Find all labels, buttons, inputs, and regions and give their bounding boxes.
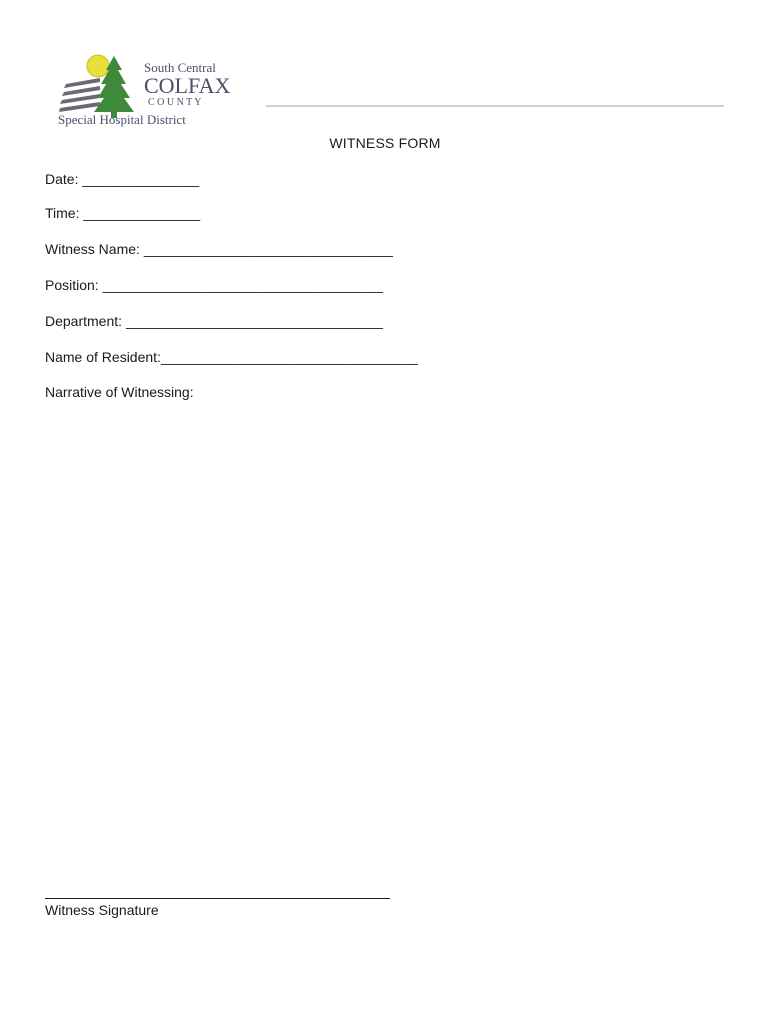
department-label: Department: — [45, 313, 123, 329]
time-label: Time: — [45, 205, 80, 221]
signature-line[interactable] — [45, 898, 390, 899]
logo-graphic — [56, 50, 276, 130]
witness-name-field[interactable] — [45, 241, 393, 257]
date-label: Date: — [45, 171, 79, 187]
district-logo — [56, 50, 276, 130]
header-divider — [266, 105, 724, 107]
narrative-label: Narrative of Witnessing: — [45, 384, 194, 400]
stripes-icon — [59, 78, 100, 112]
signature-label: Witness Signature — [45, 902, 159, 918]
date-blank[interactable]: _______________ — [82, 171, 200, 187]
witness-name-label: Witness Name: — [45, 241, 140, 257]
position-blank[interactable]: ____________________________________ — [102, 277, 383, 293]
position-label: Position: — [45, 277, 99, 293]
position-field[interactable] — [45, 277, 383, 293]
time-field[interactable] — [45, 205, 200, 221]
resident-name-blank[interactable]: _________________________________ — [160, 349, 418, 365]
time-blank[interactable]: _______________ — [83, 205, 201, 221]
resident-name-field[interactable] — [45, 349, 418, 365]
page-title: WITNESS FORM — [329, 135, 441, 151]
logo-line-1: South Central — [144, 60, 216, 75]
witness-name-blank[interactable]: ________________________________ — [143, 241, 393, 257]
logo-line-4: Special Hospital District — [58, 112, 186, 127]
logo-line-3: C O U N T Y — [148, 97, 202, 108]
sun-icon — [87, 55, 109, 77]
date-field[interactable] — [45, 171, 199, 187]
department-field[interactable] — [45, 313, 383, 329]
resident-name-label: Name of Resident: — [45, 349, 161, 365]
logo-line-2: COLFAX — [144, 73, 231, 98]
department-blank[interactable]: _________________________________ — [125, 313, 383, 329]
